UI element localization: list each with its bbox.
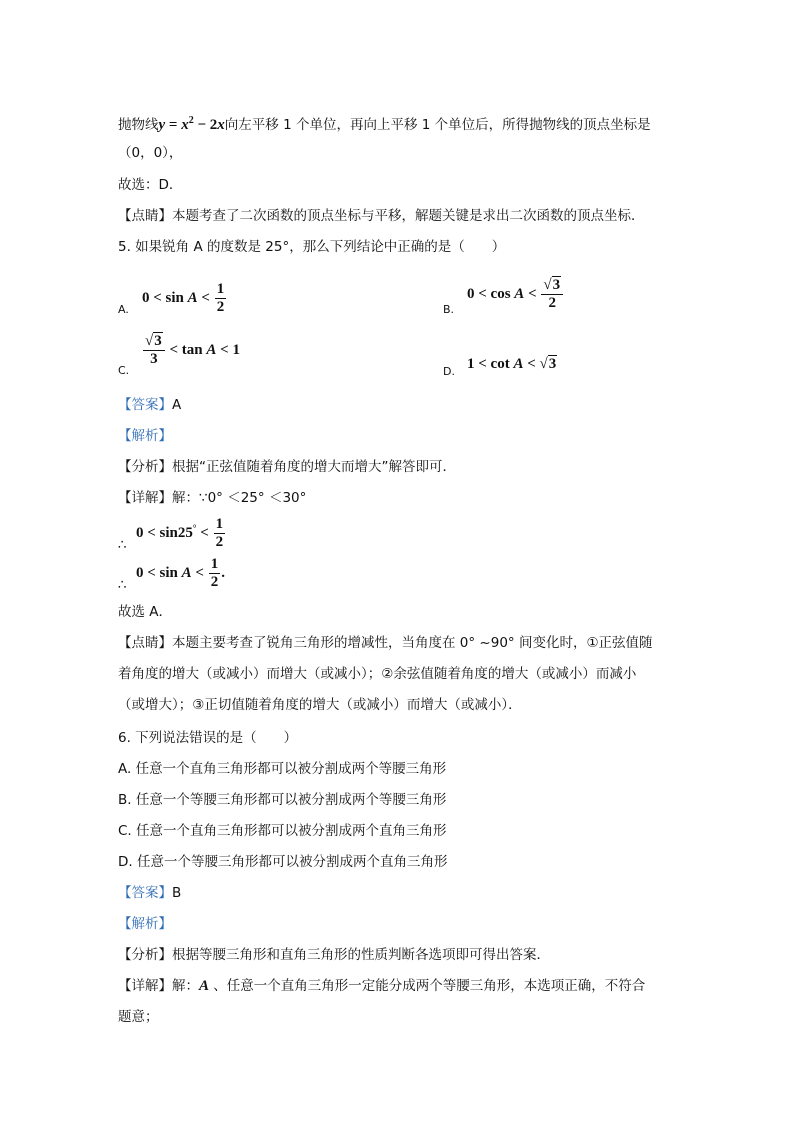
q5-option-d: D. 1 < cot A < √3 [443, 356, 557, 378]
parabola-comment: 【点睛】本题考查了二次函数的顶点坐标与平移，解题关键是求出二次函数的顶点坐标． [118, 208, 645, 224]
q6-stem: 6. 下列说法错误的是（ ） [118, 730, 298, 746]
q6-analysis-label: 【解析】 [118, 916, 172, 932]
q5-comment-line-3: （或增大）；③正切值随着角度的增大（或减小）而增大（或减小）． [118, 697, 522, 713]
option-label: D. [443, 365, 455, 378]
q5-analysis: 【分析】根据“正弦值随着角度的增大而增大”解答即可． [118, 459, 456, 475]
q5-step-1: ∴ 0 < sin25° < $\frac{1}{2}$ [118, 516, 224, 553]
q5-option-b: B. 0 < cos A < $\frac{√3}{2}$ [443, 278, 643, 322]
option-label: B. [443, 303, 455, 316]
q5-analysis-label: 【解析】 [118, 428, 172, 444]
q5-comment-line-1: 【点睛】本题主要考查了锐角三角形的增减性，当角度在 0° ~90° 间变化时，①正弦值随 [118, 635, 653, 651]
parabola-statement [118, 112, 651, 134]
option-label: C. [118, 364, 130, 377]
q5-step-2: ∴ 0 < sin A < $\frac{1}{2}$ . [118, 556, 225, 593]
q5-option-c: C. $\frac{√3}{3}$ < tan A < 1 [118, 333, 240, 377]
q6-analysis: 【分析】根据等腰三角形和直角三角形的性质判断各选项即可得出答案． [118, 947, 550, 963]
q5-stem: 5. 如果锐角 A 的度数是 25°，那么下列结论中正确的是（ ） [118, 239, 506, 255]
q5-option-a: A. 0 < sin A < $\frac{1}{2}$ [118, 281, 225, 316]
parabola-suffix: 向左平移 1 个单位，再向上平移 1 个单位后，所得抛物线的顶点坐标是 [224, 117, 651, 133]
q5-detail: 【详解】解：∵0° ＜25° ＜30° [118, 490, 307, 506]
parabola-answer: 故选：D． [118, 177, 183, 193]
q5-answer: 【答案】A [118, 397, 182, 413]
parabola-prefix: 抛物线 [118, 117, 159, 133]
q6-option-a: A. 任意一个直角三角形都可以被分割成两个等腰三角形 [118, 761, 447, 777]
q6-option-b: B. 任意一个等腰三角形都可以被分割成两个等腰三角形 [118, 792, 447, 808]
q6-option-c: C. 任意一个直角三角形都可以被分割成两个直角三角形 [118, 823, 447, 839]
q6-detail: 【详解】解：A 、任意一个直角三角形一定能分成两个等腰三角形，本选项正确，不符合 [118, 978, 646, 994]
q5-comment-line-2: 着角度的增大（或减小）而增大（或减小）；②余弦值随着角度的增大（或减小）而减小 [118, 666, 637, 682]
option-label: A. [118, 303, 129, 316]
q6-detail-cont: 题意； [118, 1009, 159, 1025]
parabola-equation: $y = x^2 - 2x$ [158, 115, 225, 133]
q6-option-d: D. 任意一个等腰三角形都可以被分割成两个直角三角形 [118, 854, 448, 870]
q5-choose: 故选 A． [118, 604, 173, 620]
q6-answer: 【答案】B [118, 885, 182, 901]
vertex-result: （0，0）， [118, 145, 183, 161]
